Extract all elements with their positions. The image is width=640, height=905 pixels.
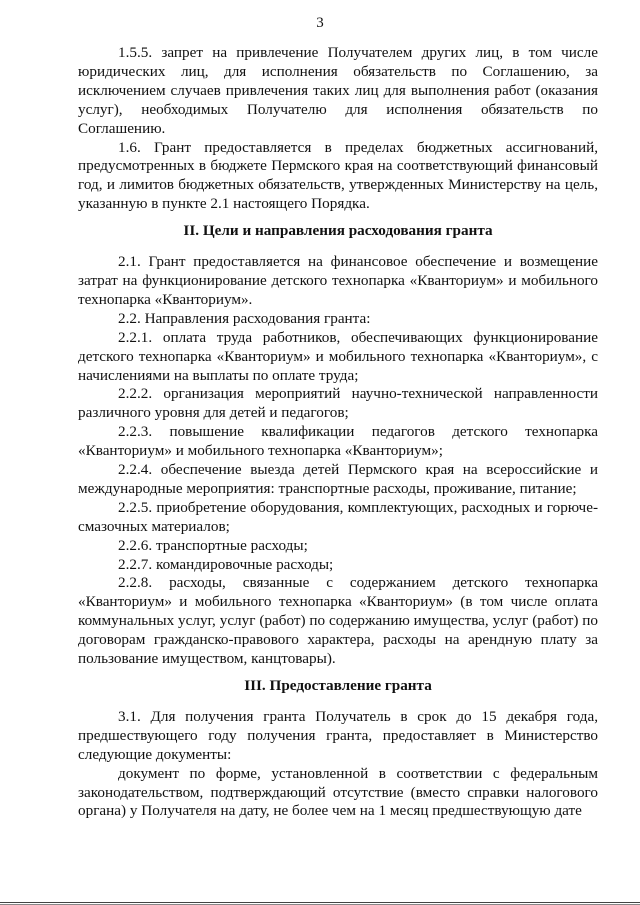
paragraph-2-1: 2.1. Грант предоставляется на финансовое обеспечение и возмещение затрат на функционирование детского технопарка «Кванториум» и мобильного технопарка «Кванториум».: [78, 253, 598, 308]
paragraph-2-2-7: 2.2.7. командировочные расходы;: [118, 555, 334, 573]
paragraph-3-1-document: документ по форме, установленной в соответствии с федеральным законодательством, подтверждающий отсутствие (вместо справки налогового органа) у Получателя на дату, не более чем на 1 месяц предшествующую дате: [78, 764, 598, 820]
paragraph-1-5-5: 1.5.5. запрет на привлечение Получателем других лиц, в том числе юридических лиц, для исполнения обязательств по Соглашению, за исключением случаев привлечения таких лиц для выполнения работ (оказания услуг), необходимых Получателю для исполнения обязательств по Соглашению.: [78, 44, 598, 137]
paragraph-3-1: 3.1. Для получения гранта Получатель в срок до 15 декабря года, предшествующего году получения гранта, предоставляет в Министерство следующие документы:: [78, 707, 598, 763]
paragraph-2-2: 2.2. Направления расходования гранта:: [118, 309, 371, 327]
page-number: 3: [316, 15, 324, 31]
section-2-heading: II. Цели и направления расходования гранта: [183, 222, 493, 240]
paragraph-2-2-6: 2.2.6. транспортные расходы;: [118, 536, 308, 554]
paragraph-2-2-3: 2.2.3. повышение квалификации педагогов детского технопарка «Кванториум» и мобильного технопарка «Кванториум»;: [78, 423, 598, 460]
page-bottom-border: [0, 902, 640, 903]
paragraph-2-2-5: 2.2.5. приобретение оборудования, комплектующих, расходных и горюче-смазочных материалов;: [78, 498, 598, 535]
section-3-heading: III. Предоставление гранта: [244, 677, 432, 694]
paragraph-2-2-4: 2.2.4. обеспечение выезда детей Пермского края на всероссийские и международные мероприятия: транспортные расходы, проживание, питание;: [78, 461, 598, 497]
paragraph-2-2-8: 2.2.8. расходы, связанные с содержанием детского технопарка «Кванториум» и мобильного технопарка «Кванториум» (в том числе оплата коммунальных услуг, услуг (работ) по содержанию имущества, услуг (работ) по договорам гражданско-правового характера, расходы на арендную плату за пользование имуществом, канцтовары).: [78, 574, 598, 668]
paragraph-2-2-1: 2.2.1. оплата труда работников, обеспечивающих функционирование детского технопарка «Кванториум» и мобильного технопарка «Кванториум», с начислениями на выплаты по оплате труда;: [78, 328, 598, 384]
paragraph-1-6: 1.6. Грант предоставляется в пределах бюджетных ассигнований, предусмотренных в бюджете Пермского края на соответствующий финансовый год, и лимитов бюджетных обязательств, утвержденных Министерству на цель, указанную в пункте 2.1 настоящего Порядка.: [78, 138, 598, 213]
paragraph-2-2-2: 2.2.2. организация мероприятий научно-технической направленности различного уровня для детей и педагогов;: [78, 385, 598, 422]
document-body: [78, 44, 598, 821]
